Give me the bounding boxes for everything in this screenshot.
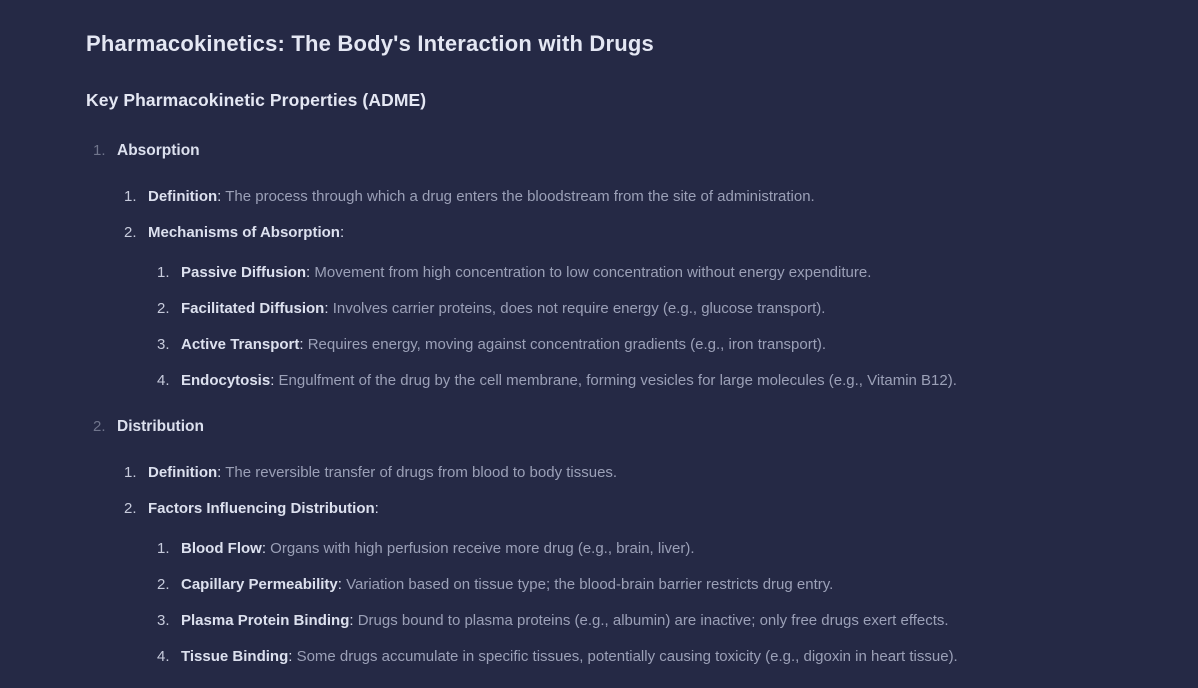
adme-outline [86, 141, 1158, 667]
list-item-plasma-protein-binding [86, 611, 1158, 631]
list-item-definition [86, 187, 1158, 207]
list-item-term: Endocytosis [181, 372, 271, 389]
list-item-term: Blood Flow [181, 540, 262, 557]
list-marker: 1. [157, 264, 170, 281]
list-marker: 3. [157, 336, 170, 353]
list-item-separator: : [217, 464, 226, 481]
list-item-description: Some drugs accumulate in specific tissues, potentially causing toxicity (e.g., digoxin in heart tissue). [296, 648, 958, 665]
list-item-term: Factors Influencing Distribution [148, 500, 375, 517]
list-marker: 2. [124, 500, 137, 517]
list-item-distribution [86, 417, 1158, 437]
list-item-term: Absorption [117, 142, 200, 159]
list-item-factors-influencing-distribution [86, 499, 1158, 519]
list-item-separator: : [306, 264, 315, 281]
page-title: Pharmacokinetics: The Body's Interaction with Drugs [86, 31, 654, 56]
list-marker: 1. [157, 540, 170, 557]
list-item-facilitated-diffusion [86, 299, 1158, 319]
list-item-mechanisms-of-absorption [86, 223, 1158, 243]
list-item-term: Definition [148, 464, 218, 481]
list-item-term: Passive Diffusion [181, 264, 307, 281]
list-marker: 2. [157, 300, 170, 317]
list-item-term: Active Transport [181, 336, 300, 353]
list-item-term: Tissue Binding [181, 648, 289, 665]
list-item-separator: : [288, 648, 297, 665]
list-item-term: Capillary Permeability [181, 576, 338, 593]
list-item-separator: : [299, 336, 308, 353]
list-marker: 4. [157, 372, 170, 389]
list-item-separator: : [339, 224, 345, 241]
list-item-capillary-permeability [86, 575, 1158, 595]
list-item-separator: : [217, 188, 226, 205]
list-item-term: Distribution [117, 418, 204, 435]
list-item-passive-diffusion [86, 263, 1158, 283]
list-marker: 1. [124, 464, 137, 481]
list-item-absorption [86, 141, 1158, 161]
list-item-separator: : [374, 500, 379, 517]
list-item-description: The reversible transfer of drugs from blood to body tissues. [225, 464, 618, 481]
list-item-separator: : [270, 372, 279, 389]
list-item-description: The process through which a drug enters the bloodstream from the site of administration. [225, 188, 815, 205]
list-item-description: Involves carrier proteins, does not require energy (e.g., glucose transport). [332, 300, 826, 317]
list-marker: 4. [157, 648, 170, 665]
list-item-description: Drugs bound to plasma proteins (e.g., albumin) are inactive; only free drugs exert effects. [357, 612, 949, 629]
list-item-separator: : [337, 576, 347, 593]
list-item-separator: : [261, 540, 271, 557]
list-item-active-transport [86, 335, 1158, 355]
list-item-endocytosis [86, 371, 1158, 391]
section-heading: Key Pharmacokinetic Properties (ADME) [86, 90, 427, 110]
list-item-separator: : [349, 612, 358, 629]
list-marker: 2. [157, 576, 170, 593]
list-item-term: Plasma Protein Binding [181, 612, 350, 629]
list-marker: 3. [157, 612, 170, 629]
list-item-term: Mechanisms of Absorption [148, 224, 340, 241]
list-item-description: Requires energy, moving against concentration gradients (e.g., iron transport). [307, 336, 827, 353]
list-item-description: Variation based on tissue type; the blood-brain barrier restricts drug entry. [346, 576, 834, 593]
list-marker: 1. [124, 188, 137, 205]
list-item-description: Movement from high concentration to low concentration without energy expenditure. [314, 264, 872, 281]
list-item-term: Definition [148, 188, 218, 205]
list-item-description: Engulfment of the drug by the cell membrane, forming vesicles for large molecules (e.g., Vitamin B12). [278, 372, 957, 389]
list-marker: 1. [93, 142, 106, 159]
list-item-separator: : [324, 300, 333, 317]
list-marker: 2. [124, 224, 137, 241]
list-item-description: Organs with high perfusion receive more drug (e.g., brain, liver). [270, 540, 695, 557]
list-item-term: Facilitated Diffusion [181, 300, 325, 317]
list-item-definition [86, 463, 1158, 483]
list-marker: 2. [93, 418, 106, 435]
list-item-tissue-binding [86, 647, 1158, 667]
list-item-blood-flow [86, 539, 1158, 559]
